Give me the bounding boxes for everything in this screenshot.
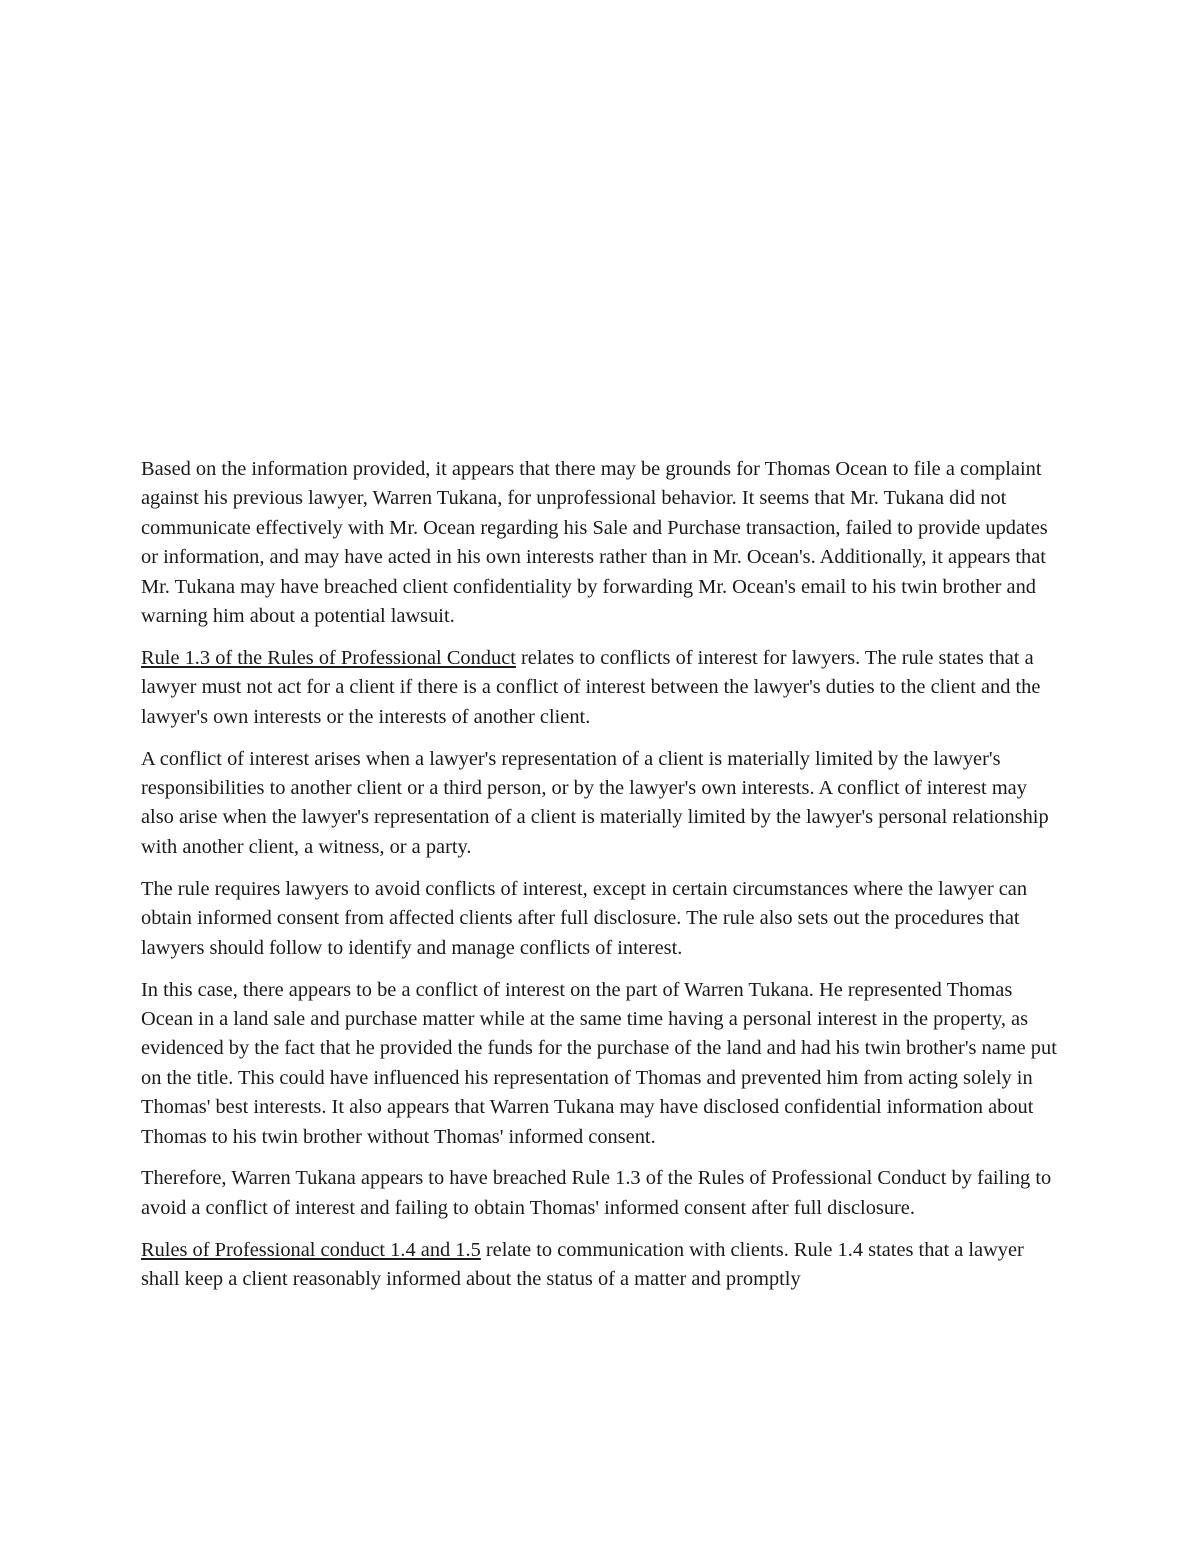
- paragraph-text: In this case, there appears to be a conflict of interest on the part of Warren Tukana. He represented Thomas Ocean in a land sale and purchase matter while at the same time having a personal interest in the property, as evidenced by the fact that he provided the funds for the purchase of the land and had his twin brother's name put on the title. This could have influenced his representation of Thomas and prevented him from acting solely in Thomas' best interests. It also appears that Warren Tukana may have disclosed confidential information about Thomas to his twin brother without Thomas' informed consent.: [141, 978, 1057, 1148]
- paragraph-conclusion: [141, 1164, 1063, 1223]
- paragraph-text: relates to conflicts of interest for lawyers. The rule states that a lawyer must not act for a client if there is a conflict of interest between the lawyer's duties to the client and the lawyer's own interests or the interests of another client.: [141, 646, 1041, 728]
- paragraph-rule-requirements: [141, 875, 1063, 963]
- paragraph-grounds-for-complaint: [141, 455, 1063, 631]
- paragraph-case-analysis: [141, 976, 1063, 1152]
- document-body: [141, 455, 1063, 1307]
- rules-1-4-1-5-link[interactable]: Rules of Professional conduct 1.4 and 1.5: [141, 1238, 481, 1261]
- paragraph-text: relate to communication with clients. Rule 1.4 states that a lawyer shall keep a client reasonably informed about the status of a matter and promptly: [141, 1238, 1024, 1291]
- paragraph-rules-1-4-1-5: [141, 1236, 1063, 1295]
- rule-1-3-link[interactable]: Rule 1.3 of the Rules of Professional Conduct: [141, 646, 516, 669]
- paragraph-text: The rule requires lawyers to avoid conflicts of interest, except in certain circumstances where the lawyer can obtain informed consent from affected clients after full disclosure. The rule also sets out the procedures that lawyers should follow to identify and manage conflicts of interest.: [141, 877, 1028, 959]
- paragraph-text: Therefore, Warren Tukana appears to have breached Rule 1.3 of the Rules of Professional Conduct by failing to avoid a conflict of interest and failing to obtain Thomas' informed consent after full disclosure.: [141, 1167, 1052, 1219]
- paragraph-conflict-definition: [141, 745, 1063, 863]
- paragraph-text: Based on the information provided, it appears that there may be grounds for Thomas Ocean to file a complaint against his previous lawyer, Warren Tukana, for unprofessional behavior. It seems that Mr. Tukana did not communicate effectively with Mr. Ocean regarding his Sale and Purchase transaction, failed to provide updates or information, and may have acted in his own interests rather than in Mr. Ocean's. Additionally, it appears that Mr. Tukana may have breached client confidentiality by forwarding Mr. Ocean's email to his twin brother and warning him about a potential lawsuit.: [141, 458, 1048, 628]
- paragraph-text: A conflict of interest arises when a lawyer's representation of a client is materially limited by the lawyer's responsibilities to another client or a third person, or by the lawyer's own interests. A conflict of interest may also arise when the lawyer's representation of a client is materially limited by the lawyer's personal relationship with another client, a witness, or a party.: [141, 747, 1049, 858]
- paragraph-rule-1-3: [141, 644, 1063, 732]
